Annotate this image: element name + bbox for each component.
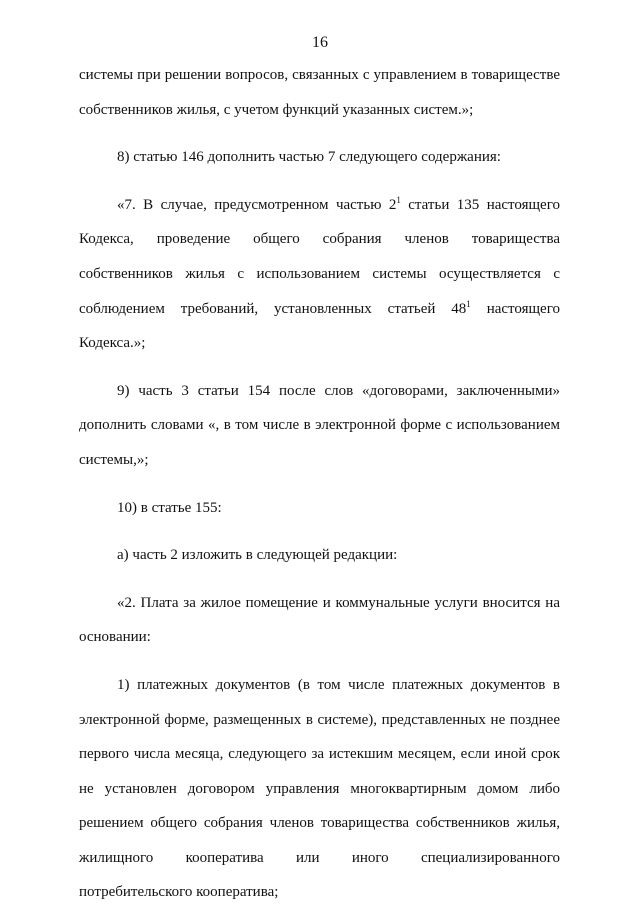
paragraph-item-8: 8) статью 146 дополнить частью 7 следующего содержания: xyxy=(117,149,501,166)
quote-7-text-b: статьи 135 настоящего Кодекса, проведение общего собрания членов товарищества собственников жилья с использованием системы осуществляется с соблюдением требований, установленных статьей 48 xyxy=(79,196,560,317)
paragraph-item-10: 10) в статье 155: xyxy=(117,499,222,516)
page-number: 16 xyxy=(312,34,328,51)
document-body xyxy=(79,58,560,910)
quote-7-text-a: «7. В случае, предусмотренном частью 2 xyxy=(117,196,397,213)
paragraph-subitem-1: 1) платежных документов (в том числе платежных документов в электронной форме, размещенных в системе), представленных не позднее первого числа месяца, следующего за истекшим месяцем, если иной срок не установлен договором управления многоквартирным домом либо решением общего собрания членов товарищества собственников жилья, жилищного кооператива или иного специализированного потребительского кооператива; xyxy=(79,676,560,901)
paragraph-subitem-a: а) часть 2 изложить в следующей редакции: xyxy=(117,547,398,564)
paragraph-quote-7 xyxy=(79,188,560,361)
paragraph-quote-2: «2. Плата за жилое помещение и коммунальные услуги вносится на основании: xyxy=(79,594,560,646)
quote-7-text-c: настоящего Кодекса.»; xyxy=(79,300,560,352)
superscript-1: 1 xyxy=(396,194,401,205)
paragraph-item-9: 9) часть 3 статьи 154 после слов «договорами, заключенными» дополнить словами «, в том числе в электронной форме с использованием системы,»; xyxy=(79,382,560,468)
paragraph-continuation: системы при решении вопросов, связанных с управлением в товариществе собственников жилья, с учетом функций указанных систем.»; xyxy=(79,67,560,118)
superscript-2: 1 xyxy=(466,298,471,309)
